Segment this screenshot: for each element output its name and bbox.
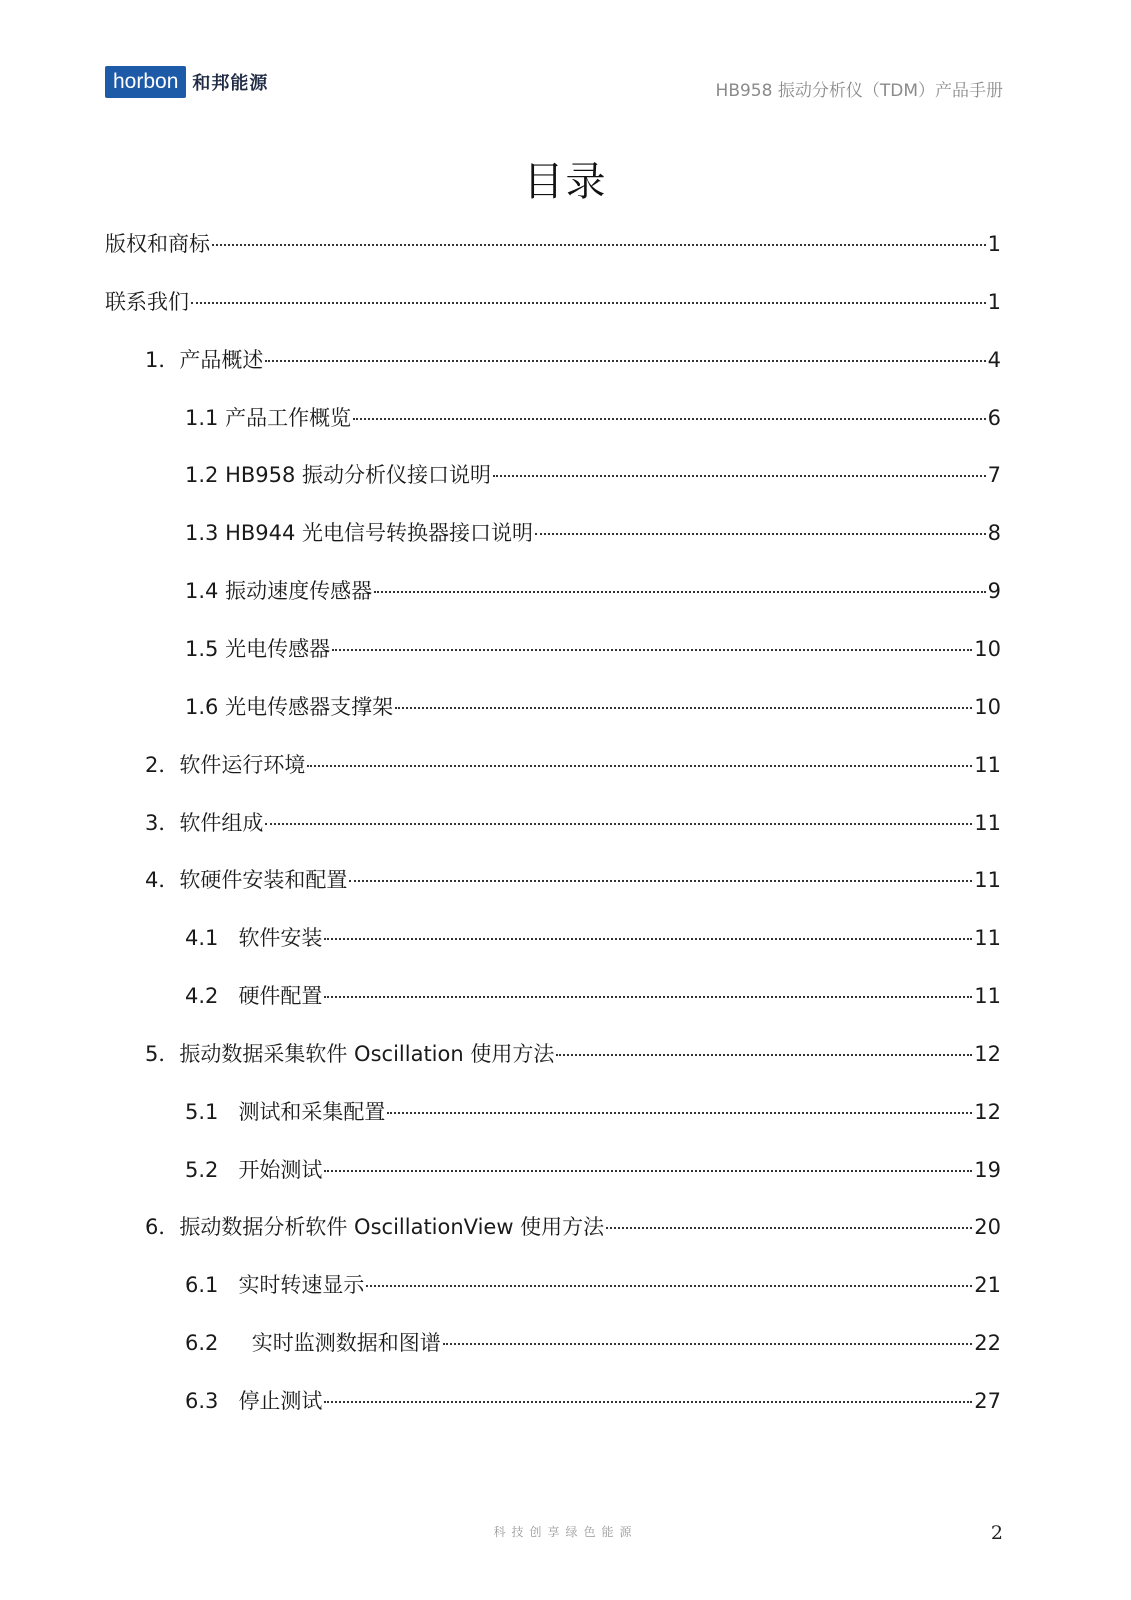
toc-entry[interactable]: [185, 633, 1001, 667]
toc-entry-page: 11: [974, 926, 1001, 951]
toc-entry-label: 版权和商标: [105, 232, 210, 256]
toc-entry-number: 5.1: [185, 1099, 239, 1124]
toc-entry-number: 1.1: [185, 405, 226, 430]
toc-leader-dots: [212, 244, 986, 246]
toc-entry-title: [185, 1096, 385, 1126]
toc-leader-dots: [191, 302, 986, 304]
toc-leader-dots: [353, 418, 986, 420]
toc-entry-number: 5.2: [185, 1157, 239, 1182]
toc-entry-label: 产品概述: [179, 347, 264, 372]
toc-entry-label: 停止测试: [238, 1389, 323, 1413]
toc-entry-number: 6.2: [185, 1331, 252, 1356]
toc-entry-title: [185, 402, 351, 432]
toc-entry-page: 10: [974, 694, 1001, 719]
toc-entry-title: [185, 691, 393, 721]
toc-leader-dots: [324, 938, 972, 940]
toc-entry[interactable]: [185, 1154, 1001, 1188]
toc-entry-page: 6: [987, 405, 1001, 430]
toc-leader-dots: [395, 707, 972, 709]
toc-leader-dots: [535, 533, 986, 535]
toc-entry[interactable]: [185, 575, 1001, 609]
toc-leader-dots: [324, 1170, 972, 1172]
toc-entry[interactable]: [145, 344, 1001, 378]
toc-entry-title: [105, 228, 210, 258]
toc-entry-number: 1.4: [185, 579, 226, 604]
toc-leader-dots: [265, 823, 972, 825]
toc-entry[interactable]: [145, 807, 1001, 841]
toc-entry-page: 11: [974, 752, 1001, 777]
toc-entry[interactable]: [145, 1211, 1001, 1245]
toc-entry-label: 实时监测数据和图谱: [251, 1331, 441, 1356]
toc-entry-label: 软件安装: [238, 926, 323, 951]
toc-entry-number: 1.6: [185, 694, 226, 719]
toc-entry[interactable]: [185, 459, 1001, 493]
toc-entry-page: 12: [974, 1099, 1001, 1124]
toc-leader-dots: [324, 1401, 972, 1403]
toc-entry-label: 软硬件安装和配置: [179, 868, 348, 893]
toc-entry[interactable]: [185, 1385, 1001, 1419]
toc-entry-page: 1: [987, 289, 1001, 314]
toc-entry-title: [105, 286, 189, 316]
toc-entry-label: 振动数据采集软件 Oscillation 使用方法: [179, 1041, 555, 1066]
toc-entry[interactable]: [185, 402, 1001, 436]
toc-entry[interactable]: [185, 980, 1001, 1014]
toc-entry-page: 27: [974, 1389, 1001, 1413]
toc-entry-number: 4.2: [185, 984, 239, 1009]
toc-leader-dots: [366, 1285, 972, 1287]
toc-entry-number: 6.1: [185, 1273, 239, 1298]
toc-entry-number: 5．: [145, 1041, 180, 1066]
toc-entry-page: 9: [987, 579, 1001, 604]
toc-entry-label: 振动速度传感器: [225, 579, 373, 604]
toc-entry[interactable]: [145, 864, 1001, 898]
toc-entry-number: 6.3: [185, 1389, 239, 1413]
toc-entry-title: [145, 864, 347, 894]
toc-entry-label: 测试和采集配置: [238, 1099, 386, 1124]
toc-entry-title: [185, 517, 533, 547]
toc-entry-page: 7: [987, 463, 1001, 488]
toc-leader-dots: [324, 996, 972, 998]
toc-leader-dots: [493, 475, 986, 477]
toc-entry-label: HB944 光电信号转换器接口说明: [225, 521, 534, 546]
toc-entry-number: 4．: [145, 868, 180, 893]
document-title: HB958 振动分析仪（TDM）产品手册: [715, 81, 1003, 101]
toc-entry[interactable]: [145, 1038, 1001, 1072]
toc-entry[interactable]: [185, 691, 1001, 725]
toc-entry-title: [145, 807, 263, 837]
toc-entry[interactable]: [185, 922, 1001, 956]
toc-entry-label: 产品工作概览: [225, 405, 352, 430]
toc-entry-page: 11: [974, 810, 1001, 835]
logo-cn: 和邦能源: [192, 73, 269, 94]
toc-entry-number: 6．: [145, 1215, 180, 1240]
toc-entry-label: 硬件配置: [238, 984, 323, 1009]
toc-entry-title: [185, 1269, 364, 1299]
toc-entry-label: 光电传感器支撑架: [225, 694, 394, 719]
toc-entry[interactable]: [185, 517, 1001, 551]
toc-entry-page: 21: [974, 1273, 1001, 1298]
toc-leader-dots: [606, 1227, 972, 1229]
toc-entry-number: 3．: [145, 810, 180, 835]
toc-entry-title: [145, 1038, 554, 1068]
page-header: [0, 0, 1131, 110]
toc-entry-page: 10: [974, 636, 1001, 661]
toc-entry-title: [185, 1327, 441, 1357]
toc-leader-dots: [387, 1112, 972, 1114]
toc-entry-label: 软件组成: [179, 810, 264, 835]
page-number: 2: [990, 1522, 1003, 1544]
toc-entry-label: 实时转速显示: [238, 1273, 365, 1298]
toc-entry-page: 11: [974, 984, 1001, 1009]
toc-leader-dots: [307, 765, 972, 767]
toc-entry-label: 软件运行环境: [179, 752, 306, 777]
toc-entry[interactable]: [185, 1096, 1001, 1130]
toc-entry[interactable]: [105, 228, 1001, 262]
toc-leader-dots: [332, 649, 972, 651]
toc-entry-number: 4.1: [185, 926, 239, 951]
toc-entry-label: HB958 振动分析仪接口说明: [225, 463, 492, 488]
toc-entry-number: 1.2: [185, 463, 226, 488]
toc-entry-number: 1.3: [185, 521, 226, 546]
footer-slogan: 科技创享绿色能源: [493, 1525, 638, 1539]
toc-entry[interactable]: [185, 1327, 1001, 1361]
toc-entry-page: 1: [987, 232, 1001, 256]
toc-entry-label: 开始测试: [238, 1157, 323, 1182]
toc-entry-title: [185, 1385, 322, 1415]
toc-entry-title: [185, 1154, 322, 1184]
toc-leader-dots: [443, 1343, 972, 1345]
toc-entry-page: 4: [987, 347, 1001, 372]
toc-entry-title: [185, 922, 322, 952]
toc-entry-page: 11: [974, 868, 1001, 893]
toc-entry-page: 20: [974, 1215, 1001, 1240]
toc-entry-number: 2．: [145, 752, 180, 777]
toc-entry-label: 联系我们: [105, 289, 189, 314]
toc-leader-dots: [349, 880, 972, 882]
toc-entry[interactable]: [185, 1269, 1001, 1303]
toc-entry-page: 8: [987, 521, 1001, 546]
toc-entry[interactable]: [105, 286, 1001, 320]
toc-heading: 目录: [523, 159, 608, 205]
toc-entry-number: 1.5: [185, 636, 226, 661]
toc-entry-page: 12: [974, 1041, 1001, 1066]
toc-entry-title: [185, 459, 491, 489]
toc-entry-number: 1．: [145, 347, 180, 372]
logo-en: horbon: [105, 66, 186, 98]
toc-entry-label: 振动数据分析软件 OscillationView 使用方法: [179, 1215, 605, 1240]
toc-entry-title: [145, 1211, 604, 1241]
company-logo: [105, 66, 268, 98]
toc-leader-dots: [556, 1054, 972, 1056]
toc-leader-dots: [374, 591, 986, 593]
toc-entry-title: [185, 980, 322, 1010]
toc-entry-title: [145, 749, 305, 779]
toc-entry-title: [145, 344, 263, 374]
toc-entry[interactable]: [145, 749, 1001, 783]
toc-entry-title: [185, 575, 372, 605]
toc-entry-label: 光电传感器: [225, 636, 331, 661]
toc-entry-title: [185, 633, 330, 663]
toc-entry-page: 19: [974, 1157, 1001, 1182]
toc-leader-dots: [265, 360, 985, 362]
toc-entry-page: 22: [974, 1331, 1001, 1356]
